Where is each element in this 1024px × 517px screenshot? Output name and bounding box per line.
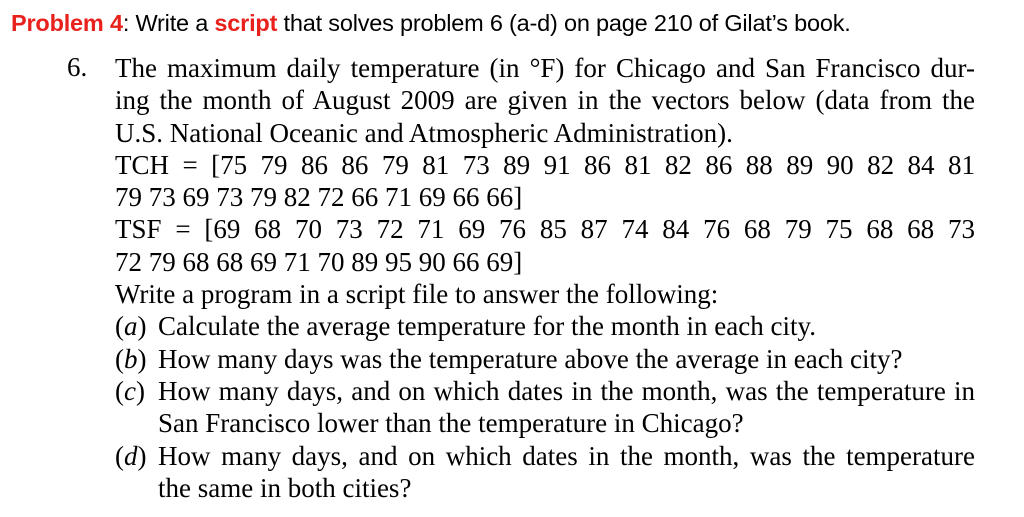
tsf-vector-line-2: 72 79 68 68 69 71 70 89 95 90 66 69] xyxy=(115,246,523,277)
problem-number: 6. xyxy=(67,52,88,82)
intro-line-3: U.S. National Oceanic and Atmospheric Administration). xyxy=(115,117,733,148)
problem-label: Problem 4 xyxy=(11,10,123,36)
intro-line-2: ing the month of August 2009 are given in the vectors below (data from the xyxy=(115,85,975,116)
part-c xyxy=(115,375,975,440)
part-b xyxy=(115,343,975,375)
script-keyword: script xyxy=(214,10,278,36)
part-d-letter: (d) xyxy=(115,440,147,471)
part-b-letter: (b) xyxy=(115,343,147,374)
tch-vector-line-2: 79 73 69 73 79 82 72 66 71 69 66 66] xyxy=(115,182,523,213)
part-d-line-1: How many days, and on which dates in the month, was the temperature xyxy=(158,440,975,471)
instruction-line: Write a program in a script file to answer the following: xyxy=(115,279,719,310)
header-text-2: that solves problem 6 (a-d) on page 210 of Gilat’s book. xyxy=(277,10,851,36)
problem-header xyxy=(11,10,851,37)
header-text-1: : Write a xyxy=(122,10,215,36)
problem-body xyxy=(115,52,975,504)
part-c-line-1: How many days, and on which dates in the month, was the temperature in xyxy=(158,375,975,406)
part-b-line-1: How many days was the temperature above the average in each city? xyxy=(158,343,903,374)
part-a-line-1: Calculate the average temperature for the month in each city. xyxy=(158,311,816,342)
tsf-vector-line-1: TSF = [69 68 70 73 72 71 69 76 85 87 74 84 76 68 79 75 68 68 73 xyxy=(115,214,975,245)
part-c-line-2: San Francisco lower than the temperature in Chicago? xyxy=(158,408,744,439)
part-c-letter: (c) xyxy=(115,375,145,406)
part-a-letter: (a) xyxy=(115,311,147,342)
part-d-line-2: the same in both cities? xyxy=(158,472,412,503)
part-a xyxy=(115,310,975,342)
part-d xyxy=(115,440,975,505)
tch-vector-line-1: TCH = [75 79 86 86 79 81 73 89 91 86 81 82 86 88 89 90 82 84 81 xyxy=(115,149,975,180)
intro-line-1: The maximum daily temperature (in °F) for Chicago and San Francisco dur- xyxy=(115,53,975,83)
